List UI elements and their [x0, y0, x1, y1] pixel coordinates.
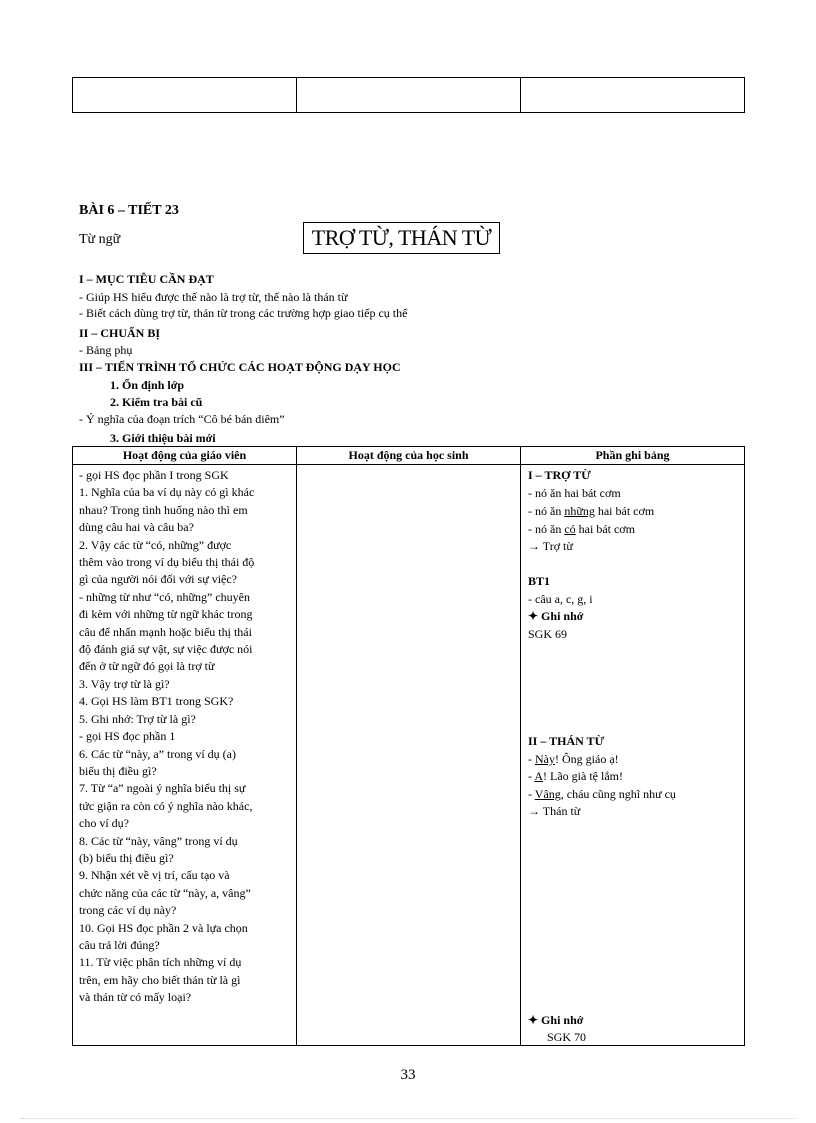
teacher-line: 6. Các từ “này, a” trong ví dụ (a): [79, 746, 237, 761]
example-text: hai bát cơm: [575, 522, 635, 536]
header-teacher: Hoạt động của giáo viên: [122, 448, 247, 462]
teacher-line: và thán từ có mấy loại?: [79, 990, 192, 1005]
top-empty-table: [72, 77, 745, 113]
teacher-line: gì của người nói đối với sự việc?: [79, 572, 238, 587]
example-highlight: có: [564, 522, 576, 536]
example-text: ! Ông giáo ạ!: [555, 752, 619, 766]
column-divider: [520, 447, 521, 1045]
objective-item: - Giúp HS hiểu được thế nào là trợ từ, thế nào là thán từ: [79, 290, 348, 304]
teacher-line: đi kèm với những từ ngữ khác trong: [79, 607, 253, 622]
example-highlight: Này: [535, 752, 555, 766]
teacher-activities: [79, 467, 295, 1007]
lesson-label: BÀI 6 – TIẾT 23: [79, 203, 179, 218]
teacher-line: biểu thị điều gì?: [79, 763, 157, 778]
teacher-line: - gọi HS đọc phần I trong SGK: [79, 468, 229, 482]
teacher-line: 4. Gọi HS làm BT1 trong SGK?: [79, 694, 234, 709]
category-label: Từ ngữ: [79, 232, 121, 247]
board-example-line: [528, 786, 676, 804]
board-example-line: [528, 521, 635, 539]
teacher-line: trong các ví dụ này?: [79, 903, 177, 918]
teacher-line: câu trả lời đúng?: [79, 937, 160, 952]
section-preparation-title: II – CHUẨN BỊ: [79, 326, 161, 340]
teacher-line: thêm vào trong ví dụ biểu thị thái độ: [79, 555, 255, 570]
header-row-divider: [73, 464, 744, 465]
example-highlight: Vâng: [534, 787, 561, 801]
example-text: -: [528, 769, 535, 783]
teacher-line: 3. Vậy trợ từ là gì?: [79, 676, 170, 691]
preparation-item: - Bảng phụ: [79, 343, 133, 357]
column-divider: [296, 447, 297, 1045]
page-title: TRỢ TỪ, THÁN TỪ: [303, 222, 500, 254]
board-note-title: ✦ Ghi nhớ: [528, 609, 584, 623]
header-board: Phần ghi bảng: [595, 448, 670, 462]
top-table-cell: [73, 78, 297, 112]
board-note-ref: SGK 69: [528, 627, 568, 641]
teacher-line: 1. Nghĩa của ba ví dụ này có gì khác: [79, 485, 255, 500]
teacher-line: trên, em hãy cho biết thán từ là gì: [79, 972, 241, 987]
board-exercise-answer: - câu a, c, g, i: [528, 592, 593, 606]
teacher-line: chức năng của các từ “này, a, vâng”: [79, 885, 251, 900]
teacher-line: đến ở từ ngữ đó gọi là trợ từ: [79, 659, 215, 674]
board-example-line: - nó ăn hai bát cơm: [528, 486, 621, 500]
page-number: 33: [400, 1067, 416, 1083]
board-conclusion: → Trợ từ: [528, 539, 573, 553]
example-text: -: [528, 787, 535, 801]
header-student: Hoạt động của học sinh: [348, 448, 469, 462]
teacher-line: tức giận ra còn có ý nghĩa nào khác,: [79, 798, 253, 813]
teacher-line: 8. Các từ “này, vâng” trong ví dụ: [79, 833, 238, 848]
example-text: ! Lão già tệ lắm!: [543, 769, 623, 783]
board-section-2-title: II – THÁN TỪ: [528, 734, 605, 748]
example-text: - nó ăn: [528, 504, 565, 518]
teacher-line: 11. Từ việc phân tích những ví dụ: [79, 955, 242, 970]
board-note-title: ✦ Ghi nhớ: [528, 1013, 584, 1027]
page-bottom-divider: [20, 1118, 796, 1119]
example-text: - nó ăn: [528, 522, 565, 536]
board-conclusion: → Thán từ: [528, 804, 581, 818]
top-table-cell: [297, 78, 521, 112]
step-1: 1. Ổn định lớp: [110, 378, 185, 392]
teacher-line: 10. Gọi HS đọc phần 2 và lựa chọn: [79, 920, 248, 935]
board-section-1-title: I – TRỢ TỪ: [528, 468, 591, 482]
teacher-line: dùng câu hai và câu ba?: [79, 520, 194, 535]
step-2: 2. Kiểm tra bài cũ: [110, 395, 203, 409]
example-highlight: A: [534, 769, 544, 783]
teacher-line: câu để nhấn mạnh hoặc biểu thị thái: [79, 624, 252, 639]
board-note-ref: SGK 70: [547, 1030, 587, 1044]
teacher-line: cho ví dụ?: [79, 816, 129, 831]
step-3: 3. Giới thiệu bài mới: [110, 431, 216, 445]
teacher-line: - gọi HS đọc phần 1: [79, 729, 176, 744]
example-text: -: [528, 752, 535, 766]
board-example-line: [528, 768, 623, 786]
teacher-line: 5. Ghi nhớ: Trợ từ là gì?: [79, 711, 196, 726]
board-example-line: [528, 503, 654, 521]
objective-item: - Biết cách dùng trợ từ, thán từ trong các trường hợp giao tiếp cụ thể: [79, 306, 408, 320]
teacher-line: - những từ như “có, những” chuyên: [79, 589, 250, 604]
example-text: hai bát cơm: [594, 504, 655, 518]
teacher-line: độ đánh giá sự vật, sự việc được nói: [79, 642, 253, 657]
section-process-title: III – TIẾN TRÌNH TỔ CHỨC CÁC HOẠT ĐỘNG DẠY HỌC: [79, 360, 401, 374]
board-exercise-title: BT1: [528, 574, 551, 588]
teacher-line: 2. Vậy các từ “có, những” được: [79, 537, 232, 552]
board-example-line: [528, 751, 619, 769]
example-text: , cháu cũng nghĩ như cụ: [560, 787, 676, 801]
teacher-line: nhau? Trong tình huống nào thì em: [79, 502, 248, 517]
teacher-line: 7. Từ “a” ngoài ý nghĩa biểu thị sự: [79, 781, 246, 796]
teacher-line: (b) biểu thị điều gì?: [79, 850, 174, 865]
example-highlight: những: [564, 504, 595, 518]
section-objectives-title: I – MỤC TIÊU CẦN ĐẠT: [79, 272, 214, 286]
teacher-line: 9. Nhận xét về vị trí, cấu tạo và: [79, 868, 230, 883]
lesson-table: [72, 446, 745, 1046]
step-2-item: - Ý nghĩa của đoạn trích “Cô bé bán diêm”: [79, 412, 285, 426]
